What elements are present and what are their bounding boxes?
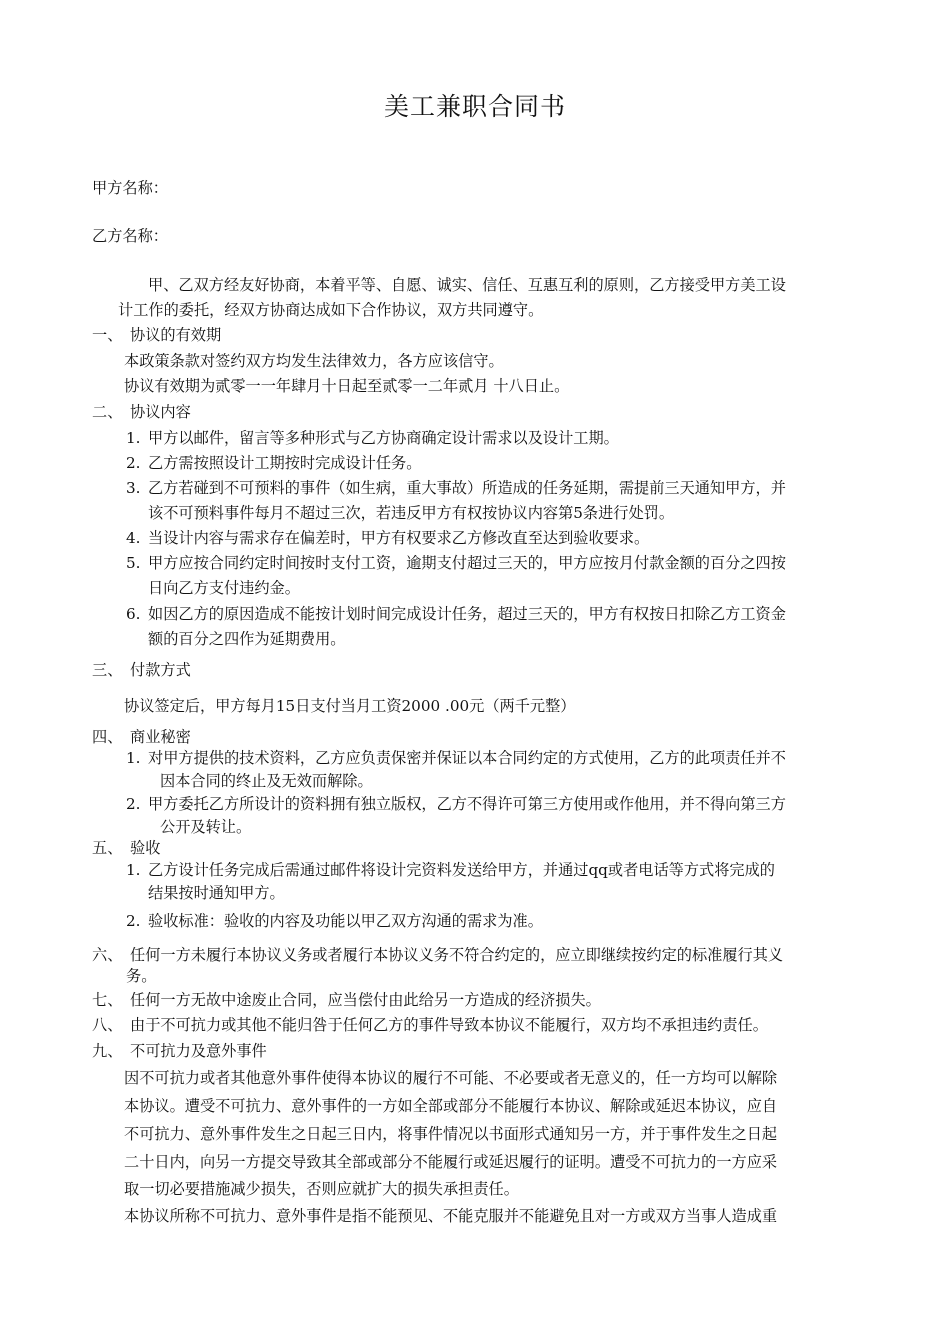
section-number: 五、 [92, 839, 123, 857]
section-text: 任何一方无故中途废止合同，应当偿付由此给另一方造成的经济损失。 [130, 991, 601, 1009]
section-heading: 验收 [130, 839, 161, 857]
list-item-number: 2. [126, 454, 141, 472]
section-number: 六、 [92, 946, 123, 964]
section-heading: 协议内容 [130, 403, 191, 421]
section-number: 四、 [92, 728, 123, 746]
section-number: 三、 [92, 661, 123, 679]
list-item-text: 该不可预料事件每月不超过三次，若违反甲方有权按协议内容第5条进行处罚。 [148, 504, 675, 522]
list-item-text: 验收标准：验收的内容及功能以甲乙双方沟通的需求为准。 [148, 912, 543, 930]
list-item-number: 2. [126, 795, 141, 813]
list-item-number: 1. [126, 861, 141, 879]
list-item-text: 额的百分之四作为延期费用。 [148, 630, 346, 648]
section-text: 任何一方未履行本协议义务或者履行本协议义务不符合约定的，应立即继续按约定的标准履行其义 [130, 946, 784, 964]
list-item-number: 2. [126, 912, 141, 930]
intro-line: 计工作的委托，经双方协商达成如下合作协议，双方共同遵守。 [118, 301, 544, 319]
list-item-text: 甲方应按合同约定时间按时支付工资，逾期支付超过三天的，甲方应按月付款金额的百分之四按 [148, 554, 786, 572]
section-text: 务。 [126, 967, 157, 985]
section-number: 一、 [92, 326, 123, 344]
list-item-text: 公开及转让。 [160, 818, 252, 836]
list-item-text: 对甲方提供的技术资料，乙方应负责保密并保证以本合同约定的方式使用，乙方的此项责任并不 [148, 749, 786, 767]
list-item-number: 1. [126, 749, 141, 767]
section-heading: 商业秘密 [130, 728, 191, 746]
page-title: 美工兼职合同书 [383, 92, 566, 121]
list-item-text: 结果按时通知甲方。 [148, 884, 285, 902]
list-item-text: 如因乙方的原因造成不能按计划时间完成设计任务，超过三天的，甲方有权按日扣除乙方工资金 [148, 605, 786, 623]
list-item-text: 乙方设计任务完成后需通过邮件将设计完资料发送给甲方，并通过qq或者电话等方式将完成的 [148, 861, 775, 879]
list-item-text: 乙方需按照设计工期按时完成设计任务。 [148, 454, 422, 472]
list-item-number: 5. [126, 554, 141, 572]
intro-line: 甲、乙双方经友好协商，本着平等、自愿、诚实、信任、互惠互利的原则，乙方接受甲方美工设 [148, 276, 786, 294]
section-heading: 付款方式 [130, 661, 191, 679]
section-number: 八、 [92, 1016, 123, 1034]
section-paragraph: 本协议所称不可抗力、意外事件是指不能预见、不能克服并不能避免且对一方或双方当事人造成重 [124, 1207, 778, 1225]
section-paragraph: 协议有效期为贰零一一年肆月十日起至贰零一二年贰月 十八日止。 [124, 377, 570, 395]
party-b-label: 乙方名称： [92, 227, 168, 245]
list-item-text: 甲方以邮件，留言等多种形式与乙方协商确定设计需求以及设计工期。 [148, 429, 619, 447]
section-paragraph: 协议签定后，甲方每月15日支付当月工资2000 .00元（两千元整） [124, 697, 576, 715]
section-heading: 协议的有效期 [130, 326, 222, 344]
section-text: 由于不可抗力或其他不能归咎于任何乙方的事件导致本协议不能履行，双方均不承担违约责任。 [130, 1016, 768, 1034]
section-number: 九、 [92, 1042, 123, 1060]
section-paragraph: 不可抗力、意外事件发生之日起三日内，将事件情况以书面形式通知另一方，并于事件发生之日起 [124, 1125, 778, 1143]
list-item-number: 4. [126, 529, 141, 547]
section-number: 二、 [92, 403, 123, 421]
section-paragraph: 取一切必要措施减少损失，否则应就扩大的损失承担责任。 [124, 1180, 519, 1198]
section-paragraph: 因不可抗力或者其他意外事件使得本协议的履行不可能、不必要或者无意义的，任一方均可以解除 [124, 1069, 778, 1087]
list-item-number: 6. [126, 605, 141, 623]
list-item-number: 1. [126, 429, 141, 447]
party-a-label: 甲方名称： [92, 179, 168, 197]
list-item-text: 因本合同的终止及无效而解除。 [160, 772, 373, 790]
list-item-number: 3. [126, 479, 141, 497]
section-paragraph: 二十日内，向另一方提交导致其全部或部分不能履行或延迟履行的证明。遭受不可抗力的一方应采 [124, 1153, 778, 1171]
list-item-text: 乙方若碰到不可预料的事件（如生病，重大事故）所造成的任务延期，需提前三天通知甲方，并 [148, 479, 786, 497]
list-item-text: 甲方委托乙方所设计的资料拥有独立版权，乙方不得许可第三方使用或作他用，并不得向第三方 [148, 795, 786, 813]
section-paragraph: 本协议。遭受不可抗力、意外事件的一方如全部或部分不能履行本协议、解除或延迟本协议，应自 [124, 1097, 778, 1115]
section-paragraph: 本政策条款对签约双方均发生法律效力，各方应该信守。 [124, 352, 504, 370]
section-number: 七、 [92, 991, 123, 1009]
list-item-text: 日向乙方支付违约金。 [148, 579, 300, 597]
list-item-text: 当设计内容与需求存在偏差时，甲方有权要求乙方修改直至达到验收要求。 [148, 529, 650, 547]
section-heading: 不可抗力及意外事件 [130, 1042, 267, 1060]
